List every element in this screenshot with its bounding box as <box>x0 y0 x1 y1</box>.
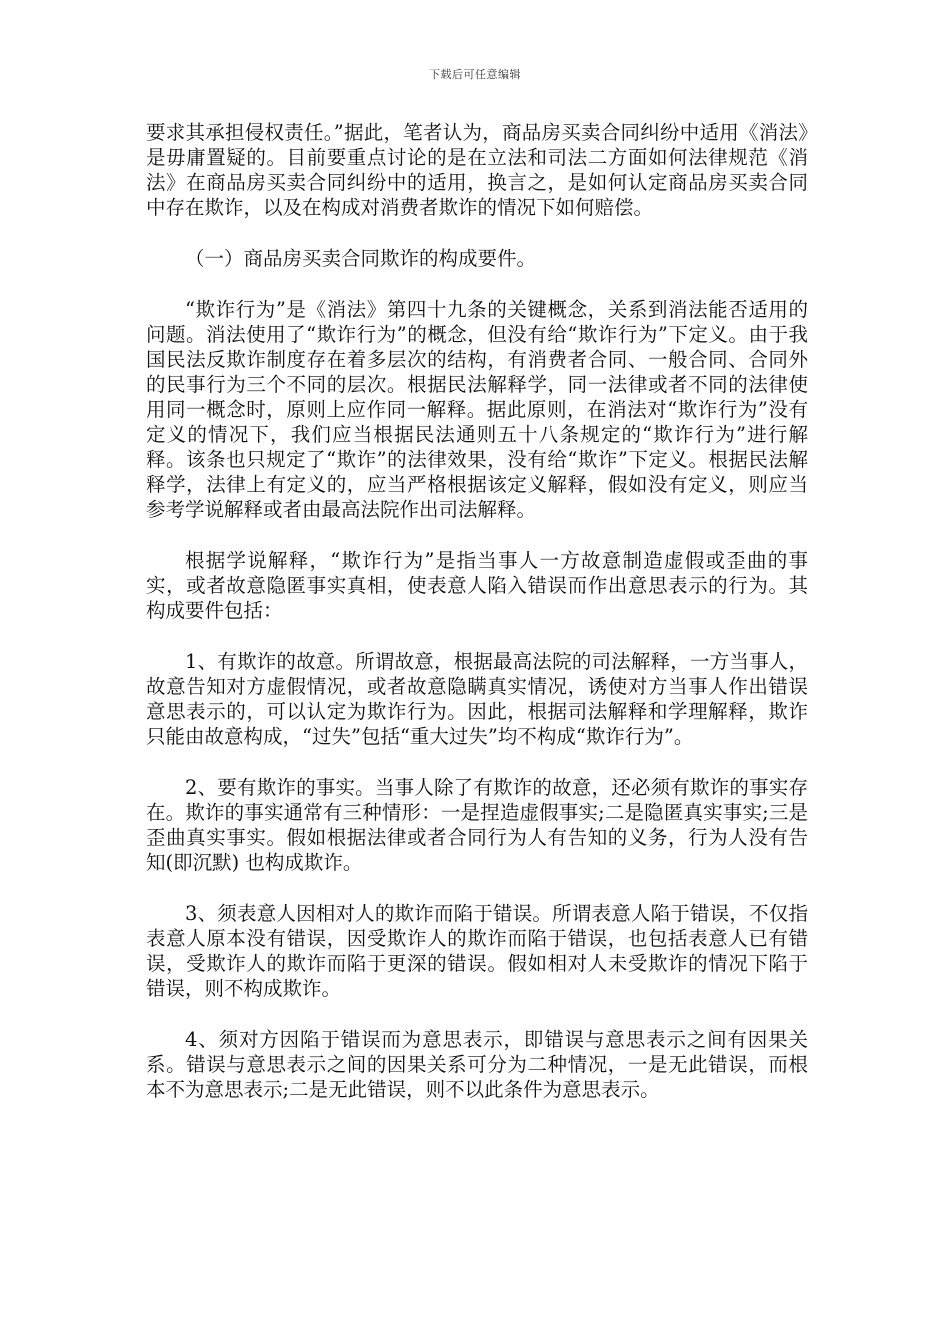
paragraph-doctrinal-definition: 根据学说解释，“欺诈行为”是指当事人一方故意制造虚假或歪曲的事实，或者故意隐匿事实真相，使表意人陷入错误而作出意思表示的行为。其构成要件包括： <box>146 549 808 622</box>
paragraph-element-1: 1、有欺诈的故意。所谓故意，根据最高法院的司法解释，一方当事人，故意告知对方虚假情况，或者故意隐瞒真实情况，诱使对方当事人作出错误意思表示的，可以认定为欺诈行为。因此，根据司法解释和学理解释，欺诈只能由故意构成，“过失”包括“重大过失”均不构成“欺诈行为”。 <box>146 650 808 748</box>
paragraph-element-2: 2、要有欺诈的事实。当事人除了有欺诈的故意，还必须有欺诈的事实存在。欺诈的事实通常有三种情形：一是捏造虚假事实;二是隐匿真实事实;三是歪曲真实事实。假如根据法律或者合同行为人有告知的义务，行为人没有告知(即沉默) 也构成欺诈。 <box>146 776 808 874</box>
paragraph-element-4: 4、须对方因陷于错误而为意思表示，即错误与意思表示之间有因果关系。错误与意思表示之间的因果关系可分为二种情况，一是无此错误，而根本不为意思表示;二是无此错误，则不以此条件为意思表示。 <box>146 1028 808 1101</box>
page-header-note: 下载后可任意编辑 <box>429 68 521 81</box>
document-body <box>146 120 808 1128</box>
paragraph-element-3: 3、须表意人因相对人的欺诈而陷于错误。所谓表意人陷于错误，不仅指表意人原本没有错误，因受欺诈人的欺诈而陷于错误，也包括表意人已有错误，受欺诈人的欺诈而陷于更深的错误。假如相对人未受欺诈的情况下陷于错误，则不构成欺诈。 <box>146 902 808 1000</box>
paragraph-fraud-concept: “欺诈行为”是《消法》第四十九条的关键概念，关系到消法能否适用的问题。消法使用了“欺诈行为”的概念，但没有给“欺诈行为”下定义。由于我国民法反欺诈制度存在着多层次的结构，有消费者合同、一般合同、合同外的民事行为三个不同的层次。根据民法解释学，同一法律或者不同的法律使用同一概念时，原则上应作同一解释。据此原则，在消法对“欺诈行为”没有定义的情况下，我们应当根据民法通则五十八条规定的“欺诈行为”进行解释。该条也只规定了“欺诈”的法律效果，没有给“欺诈”下定义。根据民法解释学，法律上有定义的，应当严格根据该定义解释，假如没有定义，则应当参考学说解释或者由最高法院作出司法解释。 <box>146 298 808 521</box>
paragraph-continuation: 要求其承担侵权责任。”据此，笔者认为，商品房买卖合同纠纷中适用《消法》是毋庸置疑的。目前要重点讨论的是在立法和司法二方面如何法律规范《消法》在商品房买卖合同纠纷中的适用，换言之，是如何认定商品房买卖合同中存在欺诈，以及在构成对消费者欺诈的情况下如何赔偿。 <box>146 121 808 219</box>
section-heading: （一）商品房买卖合同欺诈的构成要件。 <box>185 247 537 270</box>
